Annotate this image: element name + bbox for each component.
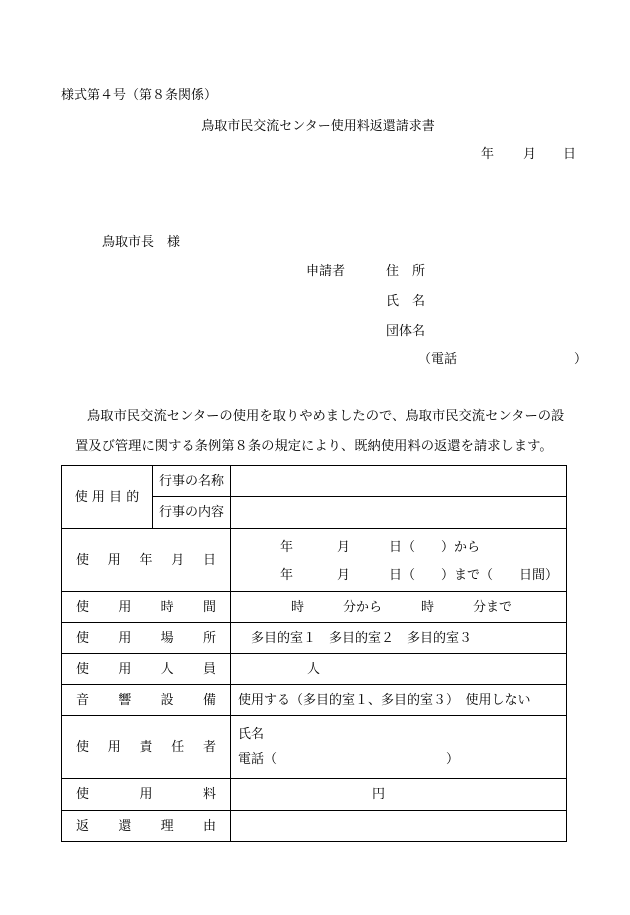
form-number: 様式第４号（第８条関係）: [61, 88, 218, 103]
row-usage-date: [62, 529, 567, 592]
sound-equipment-field[interactable]: [231, 685, 567, 716]
label-char: 還: [118, 818, 132, 834]
date-from-month: 月: [337, 540, 351, 555]
label-char: 響: [118, 692, 132, 708]
usage-fee-label: [62, 779, 231, 811]
refund-reason-field[interactable]: [231, 811, 567, 842]
label-char: 所: [202, 630, 216, 646]
applicant-label: 申請者: [306, 264, 346, 279]
row-refund-reason: [62, 811, 567, 842]
date-day-label: 日: [563, 147, 577, 162]
date-year-label: 年: [481, 147, 495, 162]
date-to-day: 日（ ）まで（ 日間）: [389, 568, 559, 583]
event-content-label: 行事の内容: [153, 497, 231, 529]
page-title: 鳥取市民交流センター使用料返還請求書: [201, 119, 435, 134]
label-char: 用: [118, 661, 132, 677]
label-char: 設: [160, 692, 174, 708]
event-content-field[interactable]: [231, 497, 567, 529]
event-name-label: 行事の名称: [153, 466, 231, 497]
label-char: 使: [76, 661, 90, 677]
responsible-phone-label: 電話（ ）: [238, 752, 460, 767]
people-unit: 人: [307, 661, 321, 677]
label-char: 用: [107, 739, 121, 755]
name-label: 氏 名: [386, 294, 426, 309]
row-sound-equipment: [62, 685, 567, 716]
label-char: 使: [76, 599, 90, 615]
label-char: 使: [76, 787, 90, 802]
date-to-year: 年: [280, 568, 294, 583]
usage-date-field[interactable]: [231, 529, 567, 592]
usage-place-field[interactable]: [231, 623, 567, 654]
label-char: 間: [202, 599, 216, 615]
label-char: 使: [76, 552, 90, 568]
label-char: 時: [160, 599, 174, 615]
purpose-label: 使 用 目 的: [62, 466, 153, 529]
row-event-name: [62, 466, 567, 497]
usage-people-field[interactable]: [231, 654, 567, 685]
address-label: 住 所: [386, 264, 426, 279]
label-char: 年: [139, 552, 153, 568]
label-char: 者: [202, 739, 216, 755]
responsible-name-label: 氏名: [238, 727, 265, 742]
usage-people-label: [62, 654, 231, 685]
row-usage-time: [62, 592, 567, 623]
usage-fee-field[interactable]: [231, 779, 567, 811]
date-to-month: 月: [337, 568, 351, 583]
label-char: 音: [76, 692, 90, 708]
usage-date-label: [62, 529, 231, 592]
label-char: 責: [139, 739, 153, 755]
row-usage-fee: [62, 779, 567, 811]
label-char: 用: [139, 787, 153, 802]
label-char: 用: [107, 552, 121, 568]
label-char: 日: [202, 552, 216, 568]
label-char: 使: [76, 630, 90, 646]
addressee: 鳥取市長 様: [102, 235, 181, 250]
label-char: 料: [202, 787, 216, 802]
row-usage-place: [62, 623, 567, 654]
group-label: 団体名: [386, 324, 426, 339]
usage-time-field[interactable]: [231, 592, 567, 623]
date-from-year: 年: [280, 540, 294, 555]
date-month-label: 月: [523, 147, 537, 162]
event-name-field[interactable]: [231, 466, 567, 497]
body-text-line-1: 鳥取市民交流センターの使用を取りやめましたので、鳥取市民交流センターの設: [87, 409, 565, 424]
label-char: 返: [76, 818, 90, 834]
usage-time-value: 時 分から 時 分まで: [291, 599, 513, 615]
label-char: 備: [202, 692, 216, 708]
label-char: 場: [160, 630, 174, 646]
usage-place-label: [62, 623, 231, 654]
label-char: 由: [202, 818, 216, 834]
responsible-person-label: [62, 716, 231, 779]
usage-time-label: [62, 592, 231, 623]
row-usage-people: [62, 654, 567, 685]
label-char: 使: [76, 739, 90, 755]
label-char: 員: [202, 661, 216, 677]
label-char: 用: [118, 630, 132, 646]
responsible-person-field[interactable]: [231, 716, 567, 779]
sound-equipment-options: 使用する（多目的室１、多目的室３） 使用しない: [238, 692, 531, 708]
body-text-line-2: 置及び管理に関する条例第８条の規定により、既納使用料の返還を請求します。: [75, 439, 553, 454]
application-table: [61, 465, 567, 842]
usage-place-options: 多目的室１ 多目的室２ 多目的室３: [251, 630, 473, 646]
refund-reason-label: [62, 811, 231, 842]
phone-label: （電話 ）: [418, 352, 588, 367]
label-char: 人: [160, 661, 174, 677]
fee-unit: 円: [372, 787, 386, 802]
date-from-day: 日（ ）から: [389, 540, 481, 555]
label-char: 月: [171, 552, 185, 568]
row-responsible-person: [62, 716, 567, 779]
label-char: 用: [118, 599, 132, 615]
label-char: 任: [171, 739, 185, 755]
label-char: 理: [160, 818, 174, 834]
sound-equipment-label: [62, 685, 231, 716]
